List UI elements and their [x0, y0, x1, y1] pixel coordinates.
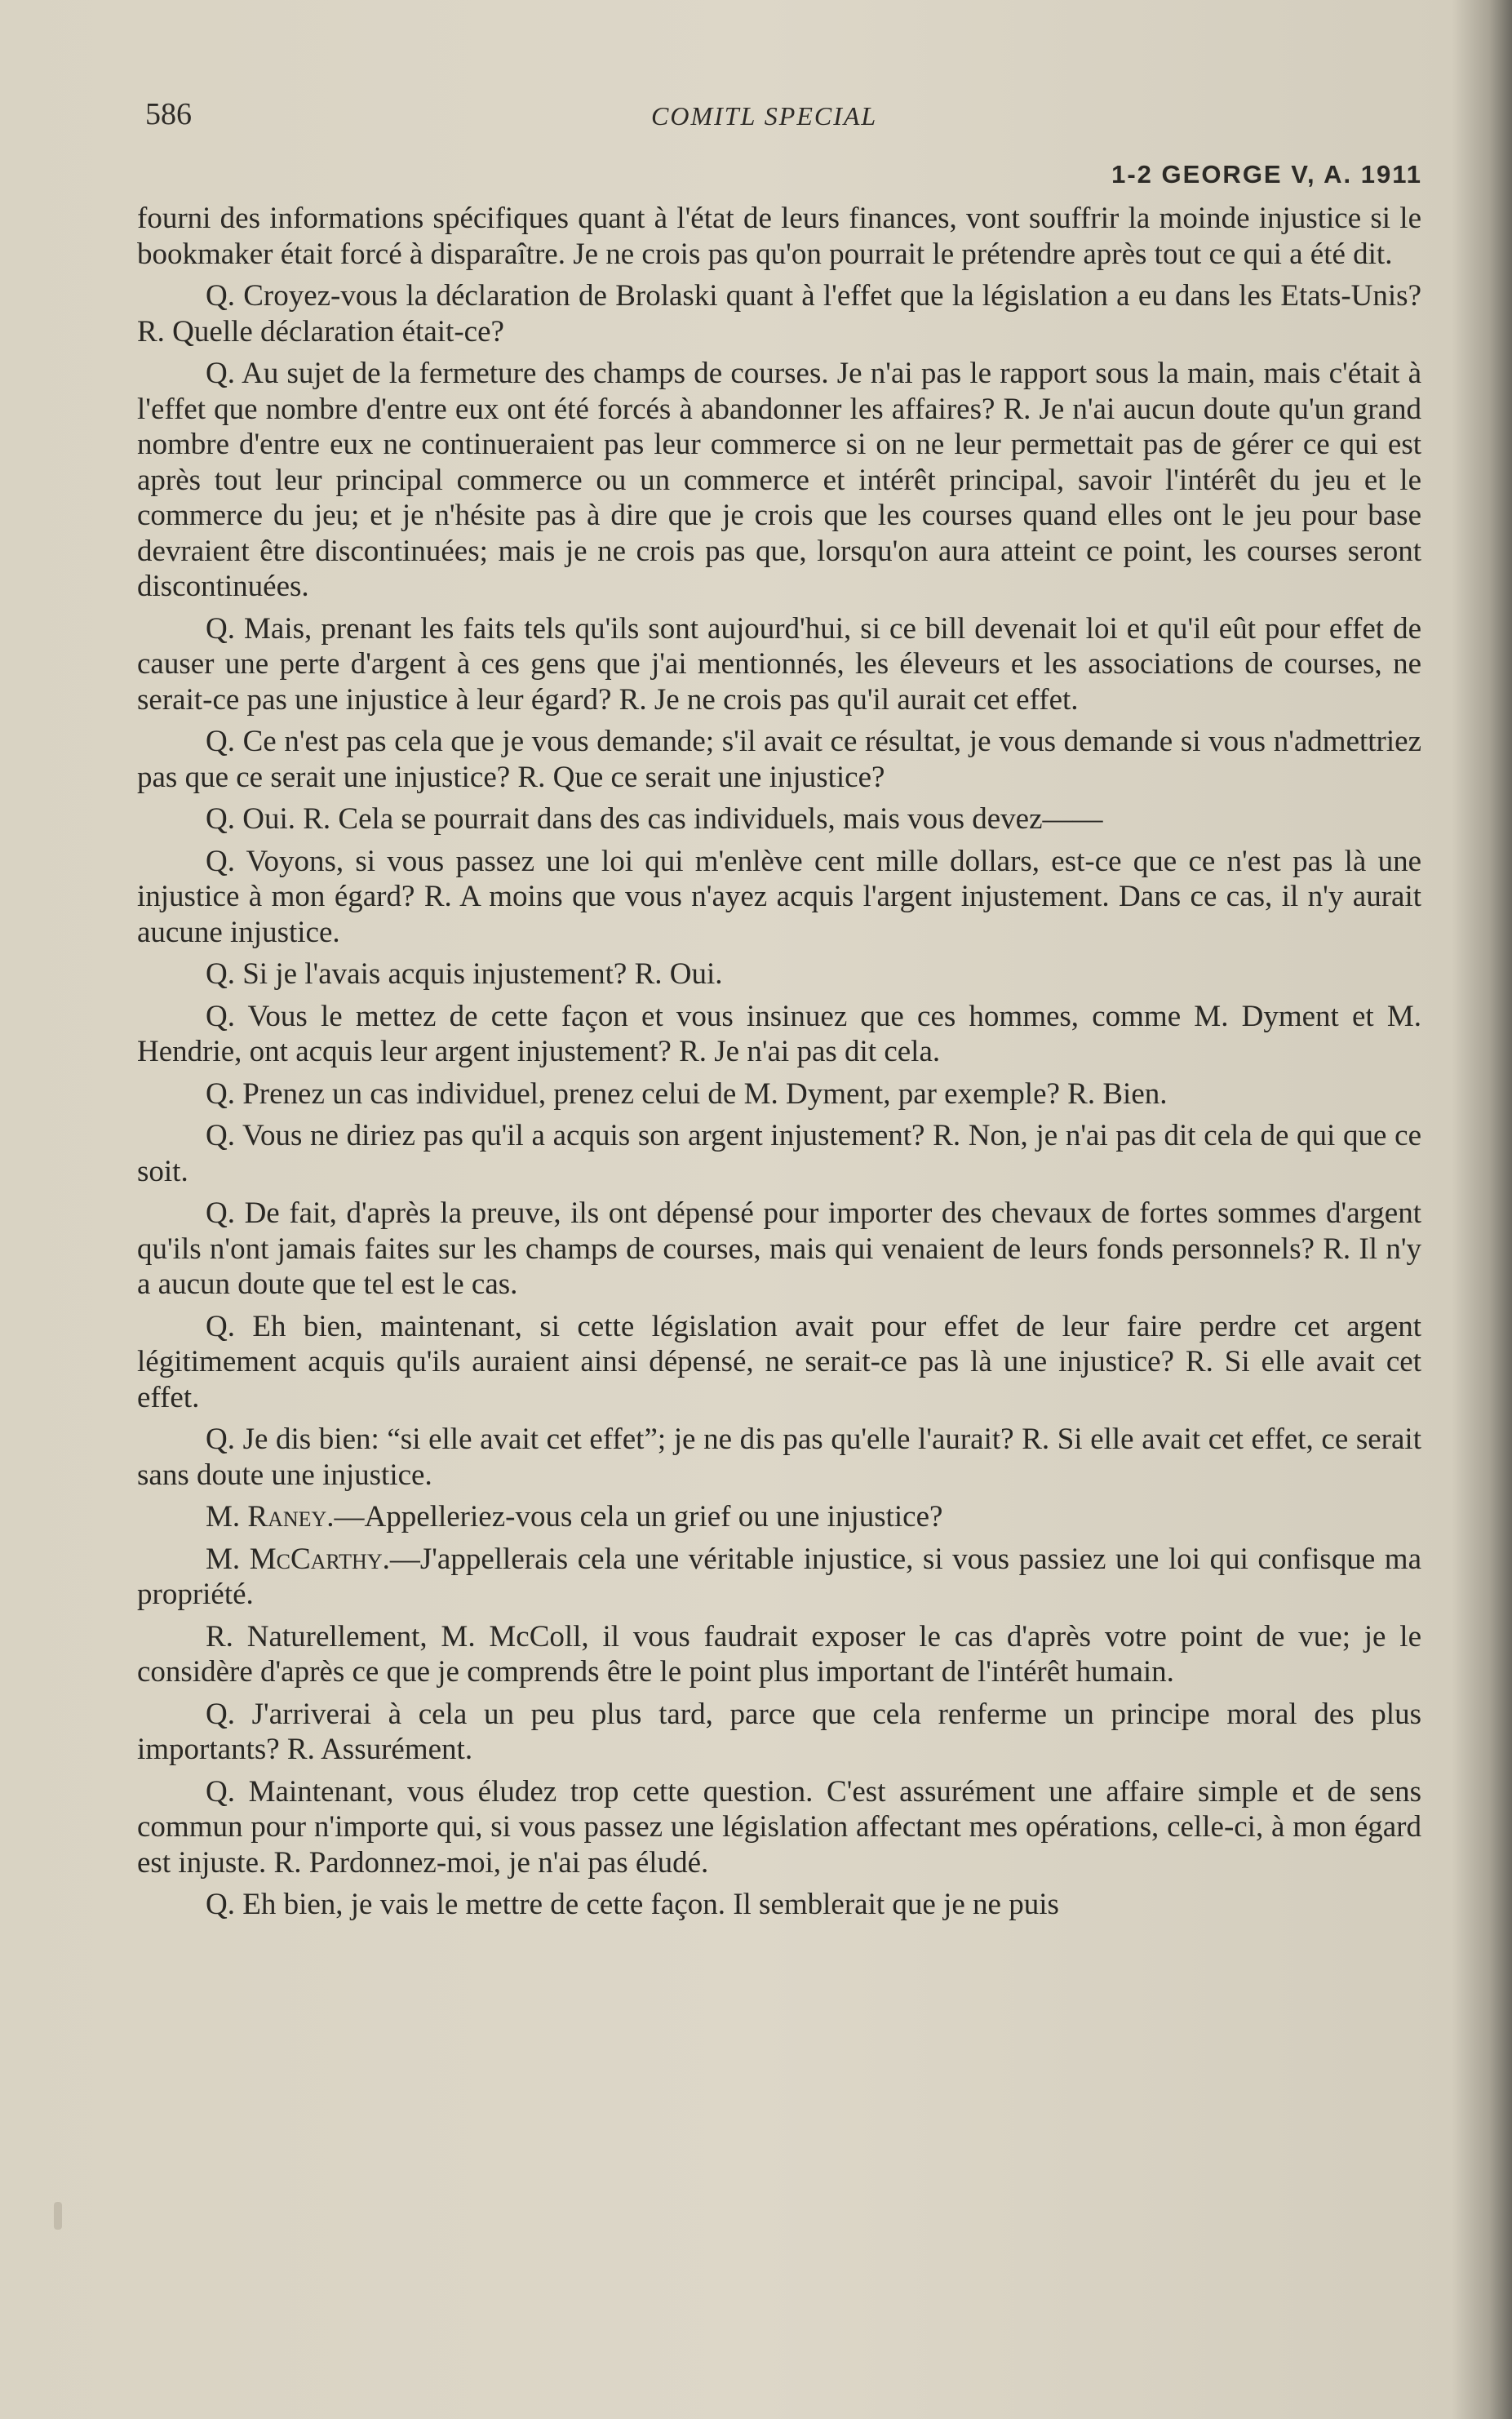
paragraph: Q. Si je l'avais acquis injustement? R. Oui.	[206, 957, 723, 991]
paragraph: Q. Voyons, si vous passez une loi qui m'enlève cent mille dollars, est-ce que ce n'est pas là une injustice à mon égard? R. A moins que vous n'ayez acquis l'argent injustement. Dans ce cas, il n'y aurait aucune injustice.	[137, 844, 1421, 949]
paragraph: Q. Prenez un cas individuel, prenez celui de M. Dyment, par exemple? R. Bien.	[206, 1076, 1168, 1111]
speaker-name: M. Raney.	[206, 1500, 335, 1534]
speaker-paragraph	[137, 1542, 1421, 1613]
paragraph: Q. Eh bien, maintenant, si cette législation avait pour effet de leur faire perdre cet argent légitimement acquis qu'ils auraient ainsi dépensé, ne serait-ce pas là une injustice? R. Si elle avait cet effet.	[137, 1309, 1421, 1414]
margin-mark	[54, 2202, 62, 2230]
paragraph: Q. Je dis bien: “si elle avait cet effet”; je ne dis pas qu'elle l'aurait? R. Si elle avait cet effet, ce serait sans doute une injustice.	[137, 1423, 1421, 1492]
speaker-name: M. McCarthy.	[206, 1542, 390, 1576]
body-text	[137, 201, 1421, 1929]
running-title: COMITL SPECIAL	[651, 101, 878, 131]
paragraph: Q. Oui. R. Cela se pourrait dans des cas individuels, mais vous devez——	[206, 802, 1103, 836]
page-number: 586	[145, 97, 192, 131]
paragraph: Q. Vous le mettez de cette façon et vous insinuez que ces hommes, comme M. Dyment et M. Hendrie, ont acquis leur argent injustement? R. Je n'ai pas dit cela.	[137, 999, 1421, 1068]
paragraph: Q. Mais, prenant les faits tels qu'ils sont aujourd'hui, si ce bill devenait loi et qu'il eût pour effet de causer une perte d'argent à ces gens que j'ai mentionnés, les éleveurs et les associations de courses, ne serait-ce pas une injustice à leur égard? R. Je ne crois pas qu'il aurait cet effet.	[137, 611, 1421, 717]
paragraph: Q. Maintenant, vous éludez trop cette question. C'est assurément une affaire simple et de sens commun pour n'importe qui, si vous passez une législation affectant mes opérations, celle-ci, à mon égard est injuste. R. Pardonnez-moi, je n'ai pas éludé.	[137, 1774, 1421, 1880]
speaker-text: —J'appellerais cela une véritable injustice, si vous passiez une loi qui confisque ma propriété.	[137, 1542, 1421, 1611]
paragraph: Q. De fait, d'après la preuve, ils ont dépensé pour importer des chevaux de fortes sommes d'argent qu'ils n'ont jamais faites sur les champs de courses, mais qui venaient de leurs fonds personnels? R. Il n'y a aucun doute que tel est le cas.	[137, 1196, 1421, 1301]
speaker-paragraph	[137, 1499, 1421, 1535]
speaker-text: —Appelleriez-vous cela un grief ou une injustice?	[334, 1500, 943, 1534]
paragraph: Q. Croyez-vous la déclaration de Brolaski quant à l'effet que la législation a eu dans les Etats-Unis? R. Quelle déclaration était-ce?	[137, 279, 1421, 348]
paragraph: Q. Eh bien, je vais le mettre de cette façon. Il semblerait que je ne puis	[206, 1888, 1059, 1921]
paragraph: Q. J'arriverai à cela un peu plus tard, parce que cela renferme un principe moral des plus importants? R. Assurément.	[137, 1697, 1421, 1766]
paragraph: Q. Ce n'est pas cela que je vous demande; s'il avait ce résultat, je vous demande si vous n'admettriez pas que ce serait une injustice? R. Que ce serait une injustice?	[137, 725, 1421, 794]
page-header	[145, 96, 1418, 137]
session-label: 1-2 GEORGE V, A. 1911	[1111, 160, 1422, 189]
paragraph: Q. Au sujet de la fermeture des champs de courses. Je n'ai pas le rapport sous la main, mais c'était à l'effet que nombre d'entre eux ont été forcés à abandonner les affaires? R. Je n'ai aucun doute qu'un grand nombre d'entre eux ne continueraient pas leur commerce si on ne leur permettait pas de gérer ce qui est après tout leur principal commerce ou un commerce et intérêt principal, savoir l'intérêt du jeu et le commerce du jeu; et je n'hésite pas à dire que je crois que les courses quand elles ont le jeu pour base devraient être discontinuées; mais je ne crois pas que, lorsqu'on aura atteint ce point, les courses seront discontinuées.	[137, 357, 1421, 603]
paragraph: Q. Vous ne diriez pas qu'il a acquis son argent injustement? R. Non, je n'ai pas dit cela de qui que ce soit.	[137, 1119, 1421, 1188]
paragraph: fourni des informations spécifiques quant à l'état de leurs finances, vont souffrir la moinde injustice si le bookmaker était forcé à disparaître. Je ne crois pas qu'on pourrait le prétendre après tout ce qui a été dit.	[137, 202, 1421, 271]
paragraph: R. Naturellement, M. McColl, il vous faudrait exposer le cas d'après votre point de vue; je le considère d'après ce que je comprends être le point plus important de l'intérêt humain.	[137, 1619, 1421, 1689]
